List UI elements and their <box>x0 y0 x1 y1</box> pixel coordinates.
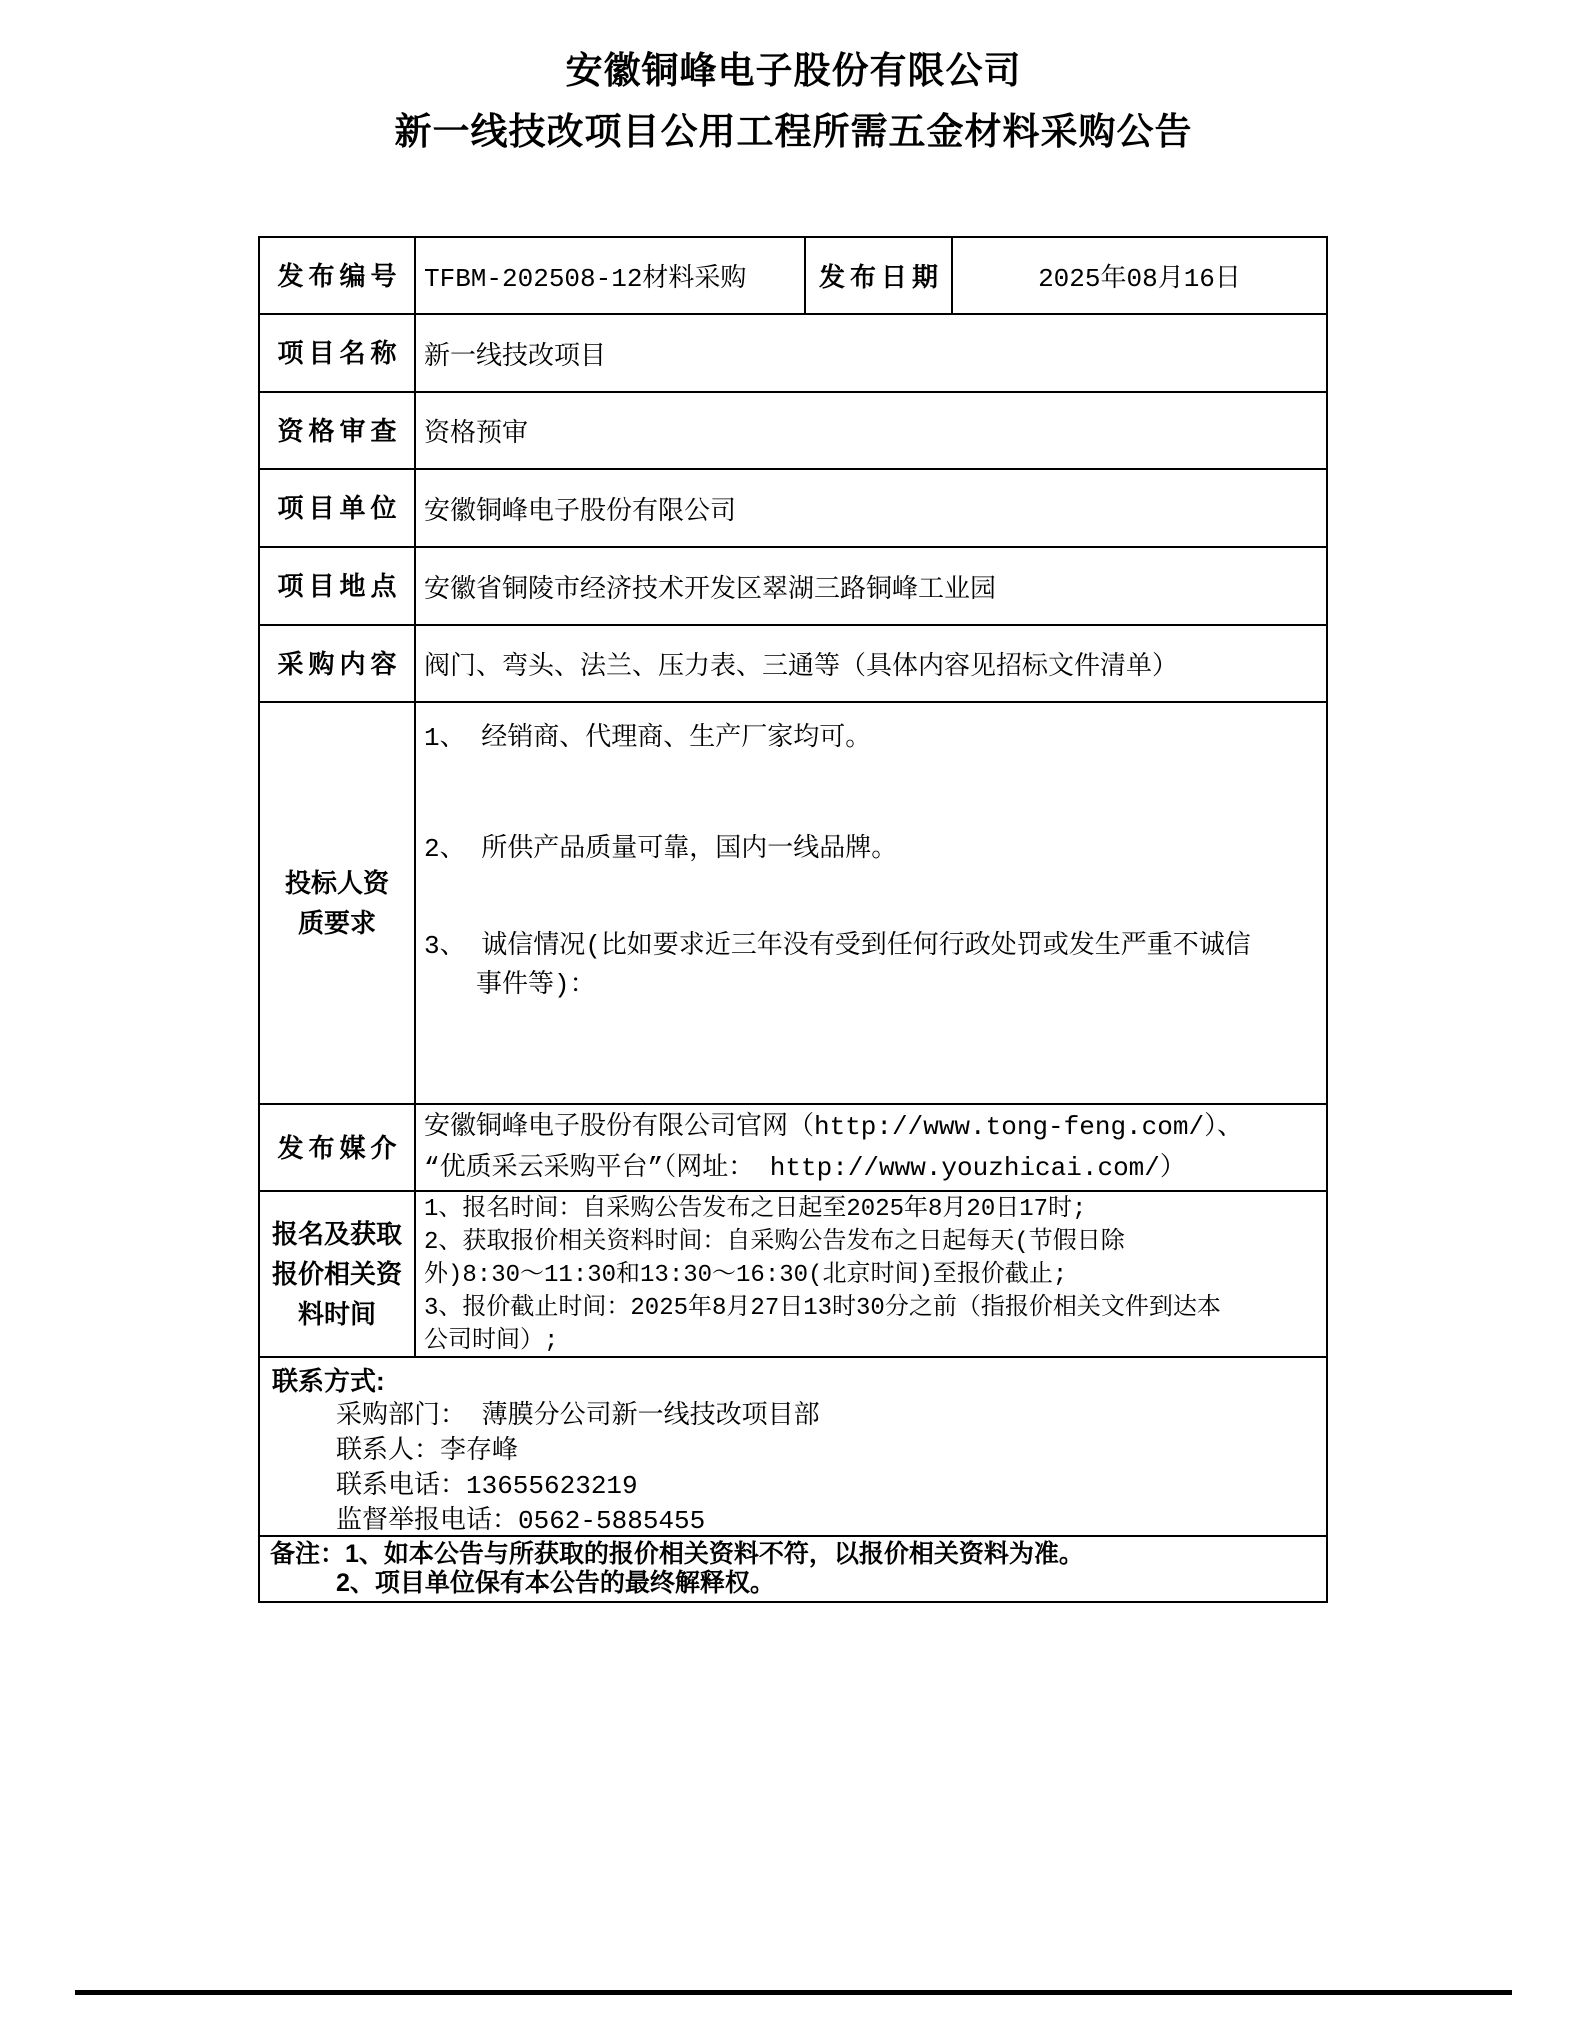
value-publish-date: 2025年08月16日 <box>1038 264 1241 294</box>
label-procurement-content-text: 采购内容 <box>277 648 402 679</box>
label-registration-schedule <box>260 1192 416 1356</box>
label-publish-media-text: 发布媒介 <box>277 1132 402 1163</box>
value-project-location: 安徽省铜陵市经济技术开发区翠湖三路铜峰工业园 <box>424 574 997 605</box>
publish-media-line2: “优质采云采购平台”（网址： http://www.youzhicai.com/） <box>424 1152 1186 1183</box>
schedule-line1: 1、报名时间：自采购公告发布之日起至2025年8月20日17时; <box>424 1196 1087 1223</box>
value-registration-schedule <box>416 1192 1326 1356</box>
label-project-unit <box>260 470 416 546</box>
value-publish-media <box>416 1105 1326 1190</box>
label-qualification-review-text: 资格审查 <box>277 415 402 446</box>
label-project-location-text: 项目地点 <box>277 571 402 601</box>
table-row-remarks <box>260 1537 1326 1601</box>
footer-divider-line <box>75 1990 1512 1995</box>
value-project-unit: 安徽铜峰电子股份有限公司 <box>424 496 737 527</box>
table-row-procurement-content <box>260 626 1326 703</box>
label-project-location <box>260 548 416 624</box>
procurement-table <box>258 236 1328 1603</box>
value-project-name: 新一线技改项目 <box>424 341 607 372</box>
schedule-line3: 外)8:30～11:30和13:30～16:30(北京时间)至报价截止; <box>424 1262 1068 1289</box>
table-row-project-name <box>260 315 1326 393</box>
label-project-unit-text: 项目单位 <box>277 493 402 523</box>
qualification-item-1: 1、 经销商、代理商、生产厂家均可。 <box>424 723 872 753</box>
contact-heading: 联系方式: <box>272 1366 385 1396</box>
label-publish-media <box>260 1105 416 1190</box>
label-registration-line2: 报价相关资 <box>271 1259 402 1289</box>
qualification-item-2: 2、 所供产品质量可靠，国内一线品牌。 <box>424 834 898 864</box>
label-project-name <box>260 315 416 391</box>
company-title: 安徽铜峰电子股份有限公司 <box>565 50 1022 91</box>
contact-block <box>260 1358 1326 1535</box>
label-publish-no-text: 发布编号 <box>277 260 402 291</box>
supervision-phone: 监督举报电话：0562-5885455 <box>336 1506 706 1536</box>
label-bidder-qualification-line2: 质要求 <box>297 908 376 938</box>
schedule-line5: 公司时间）; <box>424 1328 559 1355</box>
label-publish-date-text: 发布日期 <box>818 262 943 292</box>
table-row-publish-media <box>260 1105 1326 1192</box>
value-procurement-content: 阀门、弯头、法兰、压力表、三通等（具体内容见招标文件清单） <box>424 652 1179 682</box>
qualification-item-3-wrap: 事件等)： <box>476 970 596 1000</box>
label-registration-line1: 报名及获取 <box>271 1219 402 1249</box>
label-bidder-qualification <box>260 703 416 1103</box>
table-row-qualification-review <box>260 393 1326 470</box>
remark-line1: 备注：1、如本公告与所获取的报价相关资料不符，以报价相关资料为准。 <box>270 1540 1084 1568</box>
label-bidder-qualification-line1: 投标人资 <box>284 868 389 898</box>
table-row-project-unit <box>260 470 1326 548</box>
value-publish-no: TFBM-202508-12材料采购 <box>416 238 806 313</box>
table-row-registration-schedule <box>260 1192 1326 1358</box>
schedule-line4: 3、报价截止时间：2025年8月27日13时30分之前（指报价相关文件到达本 <box>424 1295 1221 1322</box>
table-row-project-location <box>260 548 1326 626</box>
table-row-publish-no <box>260 238 1326 315</box>
label-project-name-text: 项目名称 <box>277 338 402 368</box>
contact-person: 联系人：李存峰 <box>336 1436 519 1466</box>
remark-line2: 2、项目单位保有本公告的最终解释权。 <box>336 1569 775 1597</box>
schedule-line2: 2、获取报价相关资料时间：自采购公告发布之日起每天(节假日除 <box>424 1229 1125 1256</box>
value-qualification-review: 资格预审 <box>424 419 529 449</box>
publish-media-line1: 安徽铜峰电子股份有限公司官网（http://www.tong-feng.com/）、 <box>424 1111 1244 1142</box>
table-row-bidder-qualification <box>260 703 1326 1105</box>
label-publish-date <box>806 238 953 313</box>
qualification-item-3: 3、 诚信情况(比如要求近三年没有受到任何行政处罚或发生严重不诚信 <box>424 931 1251 961</box>
value-bidder-qualification <box>416 703 1326 1103</box>
label-registration-line3: 料时间 <box>297 1299 376 1329</box>
contact-phone: 联系电话：13655623219 <box>336 1471 638 1501</box>
contact-department: 采购部门： 薄膜分公司新一线技改项目部 <box>336 1401 820 1431</box>
remarks-block <box>260 1537 1326 1601</box>
label-procurement-content <box>260 626 416 701</box>
table-row-contact <box>260 1358 1326 1537</box>
announcement-title: 新一线技改项目公用工程所需五金材料采购公告 <box>394 111 1193 152</box>
label-qualification-review <box>260 393 416 468</box>
label-publish-no <box>260 238 416 313</box>
